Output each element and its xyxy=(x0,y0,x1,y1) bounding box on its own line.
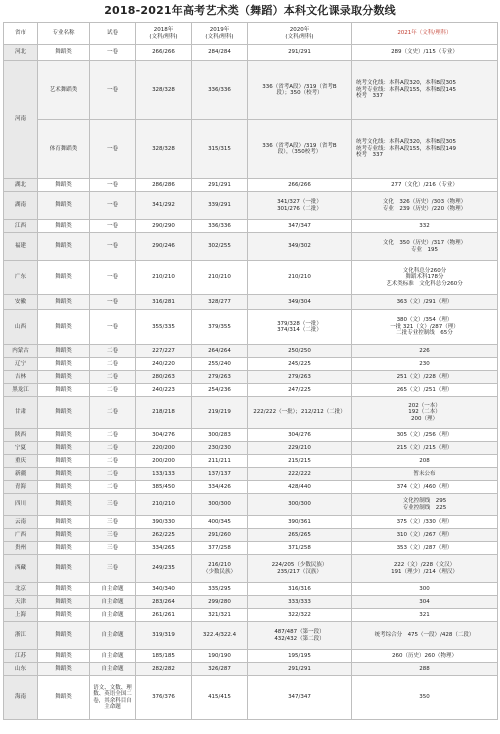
cell-2020: 336（省考A段）/319（省考B 段），（350校考） xyxy=(248,120,352,179)
cell-major: 舞蹈类 xyxy=(38,676,90,720)
cell-province: 湖南 xyxy=(4,192,38,220)
table-row xyxy=(4,345,498,358)
cell-paper: 一卷 xyxy=(90,233,136,261)
cell-2019: 299/280 xyxy=(192,596,248,609)
cell-2019: 336/336 xyxy=(192,61,248,120)
cell-2019: 137/137 xyxy=(192,468,248,481)
cell-2021: 332 xyxy=(352,220,498,233)
cell-2018: 328/328 xyxy=(136,61,192,120)
cell-2018: 319/319 xyxy=(136,622,192,650)
cell-province: 河北 xyxy=(4,45,38,61)
cell-2019: 230/230 xyxy=(192,442,248,455)
cell-2018: 220/200 xyxy=(136,442,192,455)
header-paper: 试卷 xyxy=(90,23,136,45)
table-row xyxy=(4,45,498,61)
cell-2018: 341/292 xyxy=(136,192,192,220)
table-row xyxy=(4,663,498,676)
cell-2020: 222/222（一批）；212/212（二批） xyxy=(248,397,352,429)
cell-major: 舞蹈类 xyxy=(38,494,90,516)
cell-paper: 二卷 xyxy=(90,468,136,481)
header-2019: 2019年 (文科/理科) xyxy=(192,23,248,45)
cell-2019: 321/321 xyxy=(192,609,248,622)
cell-2021: 375（文）/330（理） xyxy=(352,516,498,529)
cell-2018: 266/266 xyxy=(136,45,192,61)
cell-province: 四川 xyxy=(4,494,38,516)
table-row xyxy=(4,676,498,720)
cell-2021: 321 xyxy=(352,609,498,622)
cell-major: 舞蹈类 xyxy=(38,468,90,481)
cell-province: 天津 xyxy=(4,596,38,609)
header-2020: 2020年 (文科/理科) xyxy=(248,23,352,45)
cell-2021: 暂未公布 xyxy=(352,468,498,481)
cell-2019: 302/255 xyxy=(192,233,248,261)
cell-2020: 371/258 xyxy=(248,542,352,555)
cell-paper: 三卷 xyxy=(90,542,136,555)
cell-2020: 300/300 xyxy=(248,494,352,516)
cell-2019: 322.4/322.4 xyxy=(192,622,248,650)
table-row xyxy=(4,179,498,192)
cell-paper: 自主命题 xyxy=(90,596,136,609)
cell-2019: 315/315 xyxy=(192,120,248,179)
cell-2021: 215（文）/215（理） xyxy=(352,442,498,455)
cell-major: 舞蹈类 xyxy=(38,583,90,596)
cell-major: 舞蹈类 xyxy=(38,542,90,555)
cell-2021: 310（文）/267（理） xyxy=(352,529,498,542)
cell-2018: 376/376 xyxy=(136,676,192,720)
cell-province: 山东 xyxy=(4,663,38,676)
cell-2021: 251（文）/228（理） xyxy=(352,371,498,384)
cell-2018: 261/261 xyxy=(136,609,192,622)
cell-paper: 二卷 xyxy=(90,345,136,358)
cell-2019: 291/260 xyxy=(192,529,248,542)
table-row xyxy=(4,455,498,468)
cell-province: 青海 xyxy=(4,481,38,494)
cell-2019: 415/415 xyxy=(192,676,248,720)
cell-2019: 284/284 xyxy=(192,45,248,61)
cell-major: 舞蹈类 xyxy=(38,429,90,442)
cell-major: 舞蹈类 xyxy=(38,45,90,61)
table-row xyxy=(4,516,498,529)
cell-2020: 322/322 xyxy=(248,609,352,622)
header-2021: 2021年（文科/理科） xyxy=(352,23,498,45)
cell-2021: 277（文化）/216（专业） xyxy=(352,179,498,192)
cell-2021: 353（文）/287（理） xyxy=(352,542,498,555)
cell-paper: 语文、文数、理数、英语全国二卷，其余科目自主命题 xyxy=(90,676,136,720)
cell-2020: 349/302 xyxy=(248,233,352,261)
cell-major: 舞蹈类 xyxy=(38,516,90,529)
cell-2019: 264/264 xyxy=(192,345,248,358)
cell-2019: 379/355 xyxy=(192,310,248,345)
cell-major: 舞蹈类 xyxy=(38,442,90,455)
cell-paper: 二卷 xyxy=(90,397,136,429)
cell-2021: 289（文史）/115（专业） xyxy=(352,45,498,61)
table-row xyxy=(4,192,498,220)
cell-2019: 326/287 xyxy=(192,663,248,676)
cell-2018: 316/281 xyxy=(136,295,192,310)
cell-2018: 185/185 xyxy=(136,650,192,663)
table-row xyxy=(4,384,498,397)
cell-2021: 300 xyxy=(352,583,498,596)
cell-2021: 265（文）/251（理） xyxy=(352,384,498,397)
cell-2020: 291/291 xyxy=(248,45,352,61)
cell-major: 舞蹈类 xyxy=(38,192,90,220)
cell-2021: 208 xyxy=(352,455,498,468)
cell-2020: 265/265 xyxy=(248,529,352,542)
cell-2020: 390/361 xyxy=(248,516,352,529)
cell-2021: 230 xyxy=(352,358,498,371)
cell-2019: 339/291 xyxy=(192,192,248,220)
cell-2019: 300/300 xyxy=(192,494,248,516)
cell-2018: 218/218 xyxy=(136,397,192,429)
cell-2018: 304/276 xyxy=(136,429,192,442)
table-row xyxy=(4,650,498,663)
cell-2021: 350 xyxy=(352,676,498,720)
table-row xyxy=(4,494,498,516)
cell-paper: 二卷 xyxy=(90,442,136,455)
cell-province: 陕西 xyxy=(4,429,38,442)
cell-major: 舞蹈类 xyxy=(38,358,90,371)
cell-paper: 二卷 xyxy=(90,371,136,384)
table-row xyxy=(4,542,498,555)
cell-province: 福建 xyxy=(4,233,38,261)
cell-2018: 340/340 xyxy=(136,583,192,596)
cell-2021: 363（文）/291（理） xyxy=(352,295,498,310)
cell-province: 北京 xyxy=(4,583,38,596)
cell-paper: 自主命题 xyxy=(90,650,136,663)
cell-major: 舞蹈类 xyxy=(38,596,90,609)
cell-paper: 一卷 xyxy=(90,261,136,295)
cell-2018: 262/225 xyxy=(136,529,192,542)
cell-2020: 224/205（少数民族） 235/217（汉族） xyxy=(248,555,352,583)
table-row xyxy=(4,397,498,429)
cell-major: 舞蹈类 xyxy=(38,609,90,622)
cell-2020: 215/215 xyxy=(248,455,352,468)
cell-major: 舞蹈类 xyxy=(38,179,90,192)
page-title: 2018-2021年高考艺术类（舞蹈）本科文化课录取分数线 xyxy=(104,4,396,17)
cell-2019: 210/210 xyxy=(192,261,248,295)
cell-major: 舞蹈类 xyxy=(38,650,90,663)
cell-2019: 335/295 xyxy=(192,583,248,596)
cell-2019: 400/345 xyxy=(192,516,248,529)
table-row xyxy=(4,358,498,371)
cell-province: 辽宁 xyxy=(4,358,38,371)
cell-major: 舞蹈类 xyxy=(38,371,90,384)
table-row xyxy=(4,120,498,179)
cell-2021: 380（文）/354（理） 一批 321（文）/287（理） 二批专业控制线 65分 xyxy=(352,310,498,345)
cell-province: 安徽 xyxy=(4,295,38,310)
cell-major: 舞蹈类 xyxy=(38,529,90,542)
cell-paper: 三卷 xyxy=(90,529,136,542)
cell-2018: 328/328 xyxy=(136,120,192,179)
table-row xyxy=(4,295,498,310)
cell-major: 舞蹈类 xyxy=(38,310,90,345)
cell-province: 山西 xyxy=(4,310,38,345)
table-row xyxy=(4,220,498,233)
cell-2021: 统考文化线：本科A段320，本科B段305 统考专业线：本科A段155，本科B段149 校考 337 xyxy=(352,120,498,179)
cell-major: 艺术舞蹈类 xyxy=(38,61,90,120)
cell-2019: 377/258 xyxy=(192,542,248,555)
table-row xyxy=(4,310,498,345)
cell-province xyxy=(4,61,38,179)
score-table xyxy=(3,22,498,720)
cell-province: 吉林 xyxy=(4,371,38,384)
table-row xyxy=(4,529,498,542)
cell-major: 舞蹈类 xyxy=(38,295,90,310)
cell-2020: 341/327（一批） 301/276（二批） xyxy=(248,192,352,220)
cell-province: 江苏 xyxy=(4,650,38,663)
cell-2020: 195/195 xyxy=(248,650,352,663)
cell-2021: 文化 350（历史）/317（物理） 专业 195 xyxy=(352,233,498,261)
cell-paper: 自主命题 xyxy=(90,609,136,622)
cell-2019: 291/291 xyxy=(192,179,248,192)
cell-major: 舞蹈类 xyxy=(38,622,90,650)
cell-2019: 216/210 （少数民族） xyxy=(192,555,248,583)
cell-2019: 300/283 xyxy=(192,429,248,442)
cell-major: 舞蹈类 xyxy=(38,233,90,261)
cell-paper: 二卷 xyxy=(90,481,136,494)
cell-2020: 428/440 xyxy=(248,481,352,494)
cell-2020: 222/222 xyxy=(248,468,352,481)
cell-2020: 333/333 xyxy=(248,596,352,609)
cell-2018: 240/220 xyxy=(136,358,192,371)
cell-paper: 一卷 xyxy=(90,179,136,192)
cell-province: 湖北 xyxy=(4,179,38,192)
cell-province: 新疆 xyxy=(4,468,38,481)
table-row xyxy=(4,261,498,295)
cell-major: 舞蹈类 xyxy=(38,345,90,358)
cell-paper: 三卷 xyxy=(90,555,136,583)
cell-province: 浙江 xyxy=(4,622,38,650)
cell-2018: 227/227 xyxy=(136,345,192,358)
cell-province: 甘肃 xyxy=(4,397,38,429)
cell-paper: 二卷 xyxy=(90,384,136,397)
cell-province: 广东 xyxy=(4,261,38,295)
cell-2020: 247/225 xyxy=(248,384,352,397)
cell-2021: 统考综合分 475（一段）/428（二段） xyxy=(352,622,498,650)
cell-2018: 280/263 xyxy=(136,371,192,384)
cell-2020: 304/276 xyxy=(248,429,352,442)
table-row xyxy=(4,596,498,609)
cell-province: 广西 xyxy=(4,529,38,542)
cell-2021: 统考文化线：本科A段320，本科B段305 统考专业线：本科A段155，本科B段145 校考 337 xyxy=(352,61,498,120)
cell-paper: 一卷 xyxy=(90,310,136,345)
cell-2018: 240/223 xyxy=(136,384,192,397)
header-row xyxy=(4,23,498,45)
table-row xyxy=(4,429,498,442)
cell-2018: 200/200 xyxy=(136,455,192,468)
cell-2020: 379/328（一批） 374/314（二批） xyxy=(248,310,352,345)
cell-paper: 三卷 xyxy=(90,494,136,516)
cell-2019: 254/236 xyxy=(192,384,248,397)
cell-paper: 一卷 xyxy=(90,120,136,179)
cell-2018: 286/286 xyxy=(136,179,192,192)
cell-paper: 二卷 xyxy=(90,455,136,468)
cell-province: 西藏 xyxy=(4,555,38,583)
cell-province: 贵州 xyxy=(4,542,38,555)
cell-paper: 一卷 xyxy=(90,220,136,233)
cell-paper: 一卷 xyxy=(90,295,136,310)
cell-2018: 390/330 xyxy=(136,516,192,529)
cell-paper: 自主命题 xyxy=(90,583,136,596)
table-row xyxy=(4,233,498,261)
cell-2019: 211/211 xyxy=(192,455,248,468)
cell-2019: 279/263 xyxy=(192,371,248,384)
table-row xyxy=(4,371,498,384)
cell-2021: 文化 326（历史）/303（物理） 专业 239（历史）/220（物理） xyxy=(352,192,498,220)
cell-2020: 336（省考A段）/319（省考B 段）；350（校考） xyxy=(248,61,352,120)
table-row xyxy=(4,481,498,494)
cell-2019: 334/426 xyxy=(192,481,248,494)
cell-2018: 385/450 xyxy=(136,481,192,494)
cell-paper: 一卷 xyxy=(90,45,136,61)
cell-major: 舞蹈类 xyxy=(38,555,90,583)
cell-major: 舞蹈类 xyxy=(38,397,90,429)
cell-province: 海南 xyxy=(4,676,38,720)
cell-paper: 自主命题 xyxy=(90,622,136,650)
cell-2020: 210/210 xyxy=(248,261,352,295)
cell-paper: 一卷 xyxy=(90,192,136,220)
cell-2018: 133/133 xyxy=(136,468,192,481)
cell-major: 体育舞蹈类 xyxy=(38,120,90,179)
cell-2021: 260（历史）260（物理） xyxy=(352,650,498,663)
cell-2021: 305（文）/256（理） xyxy=(352,429,498,442)
cell-province: 云南 xyxy=(4,516,38,529)
cell-2018: 283/264 xyxy=(136,596,192,609)
cell-province: 内蒙古 xyxy=(4,345,38,358)
cell-2021: 288 xyxy=(352,663,498,676)
cell-2018: 210/210 xyxy=(136,494,192,516)
cell-2021: 文化控制线 295 专业控制线 225 xyxy=(352,494,498,516)
cell-2019: 328/277 xyxy=(192,295,248,310)
cell-major: 舞蹈类 xyxy=(38,455,90,468)
cell-2021: 304 xyxy=(352,596,498,609)
cell-2018: 334/265 xyxy=(136,542,192,555)
table-row xyxy=(4,622,498,650)
cell-major: 舞蹈类 xyxy=(38,261,90,295)
table-row xyxy=(4,61,498,120)
cell-province: 重庆 xyxy=(4,455,38,468)
header-2018: 2018年 (文科/理科) xyxy=(136,23,192,45)
cell-2018: 210/210 xyxy=(136,261,192,295)
table-row xyxy=(4,609,498,622)
cell-2021: 226 xyxy=(352,345,498,358)
cell-2020: 245/225 xyxy=(248,358,352,371)
cell-2021: 文化科总分260分 舞蹈术科178分 艺术类标准 文化科总分260分 xyxy=(352,261,498,295)
header-major: 专业名称 xyxy=(38,23,90,45)
cell-2021: 222（文）/228（文汉） 191（理少）/214（理汉） xyxy=(352,555,498,583)
cell-2018: 355/335 xyxy=(136,310,192,345)
cell-2019: 190/190 xyxy=(192,650,248,663)
cell-2020: 229/210 xyxy=(248,442,352,455)
cell-2019: 336/336 xyxy=(192,220,248,233)
cell-2020: 250/250 xyxy=(248,345,352,358)
cell-major: 舞蹈类 xyxy=(38,220,90,233)
cell-2020: 349/304 xyxy=(248,295,352,310)
cell-paper: 自主命题 xyxy=(90,663,136,676)
header-province: 省市 xyxy=(4,23,38,45)
cell-2021: 374（文）/460（理） xyxy=(352,481,498,494)
cell-2020: 347/347 xyxy=(248,220,352,233)
cell-2018: 290/290 xyxy=(136,220,192,233)
cell-province: 黑龙江 xyxy=(4,384,38,397)
cell-2018: 282/282 xyxy=(136,663,192,676)
cell-2020: 487/487（第一段） 432/432（第二段） xyxy=(248,622,352,650)
table-row xyxy=(4,555,498,583)
cell-province: 江西 xyxy=(4,220,38,233)
table-row xyxy=(4,583,498,596)
cell-paper: 二卷 xyxy=(90,429,136,442)
cell-major: 舞蹈类 xyxy=(38,663,90,676)
cell-2018: 249/235 xyxy=(136,555,192,583)
cell-province: 宁夏 xyxy=(4,442,38,455)
cell-2020: 266/266 xyxy=(248,179,352,192)
cell-paper: 二卷 xyxy=(90,358,136,371)
cell-major: 舞蹈类 xyxy=(38,481,90,494)
cell-2018: 290/246 xyxy=(136,233,192,261)
table-row xyxy=(4,442,498,455)
cell-2019: 219/219 xyxy=(192,397,248,429)
cell-2019: 255/240 xyxy=(192,358,248,371)
province-label: 河南 xyxy=(14,116,26,123)
table-row xyxy=(4,468,498,481)
cell-paper: 一卷 xyxy=(90,61,136,120)
cell-2020: 291/291 xyxy=(248,663,352,676)
cell-2020: 347/347 xyxy=(248,676,352,720)
cell-province: 上海 xyxy=(4,609,38,622)
cell-major: 舞蹈类 xyxy=(38,384,90,397)
cell-paper: 三卷 xyxy=(90,516,136,529)
cell-2020: 316/316 xyxy=(248,583,352,596)
cell-2020: 279/263 xyxy=(248,371,352,384)
cell-2021: 202（一本） 192（二本） 200（理） xyxy=(352,397,498,429)
